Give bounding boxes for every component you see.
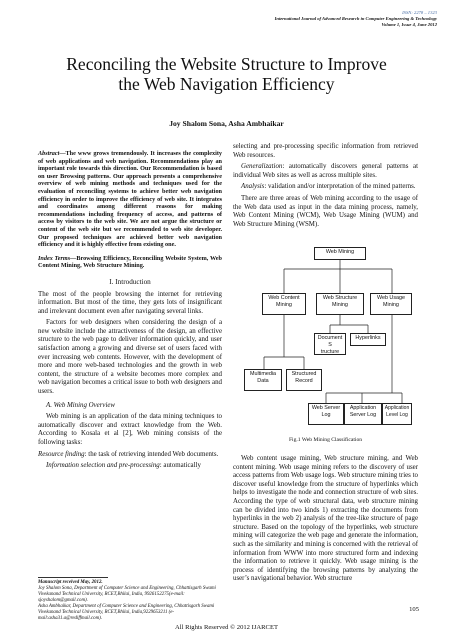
box-structured-record: Structured Record <box>286 369 322 391</box>
intro-paragraph-2: Factors for web designers when considering the design of a new website include the attractiveness of the design, an effective structure to the web page to deliver information quickly, and user satisfaction among a growing and diverse set of users faced with ever increasing web contents. However, with the development of more and more web-based technologies and the growth in web content, the structure of a website becomes more complex and web navigation becomes a critical issue to both web designers and users. <box>38 319 222 396</box>
footnote <box>38 577 222 622</box>
volume-info: Volume 1, Issue 4, June 2012 <box>381 22 437 27</box>
left-column <box>38 150 222 474</box>
intro-paragraph-1: The most of the people browsing the internet for retrieving information. But most of the time, they gets lots of insignificant and irrelevant document even after navigating several links. <box>38 290 222 315</box>
box-web-content-mining: Web Content Mining <box>262 293 306 315</box>
paper-title: Reconciling the Website Structure to Improve the Web Navigation Efficiency <box>66 54 387 94</box>
right-paragraph-1: selecting and pre-processing specific information from retrieved Web resources. <box>233 143 418 159</box>
authors: Joy Shalom Sona, Asha Ambhaikar <box>169 119 284 128</box>
subsection-heading-web-mining: A. Web Mining Overview <box>46 401 116 409</box>
footnote-author2: Asha Ambhaikar, Department of Computer Science and Engineering, Chhattisgarh Swami Vivekanand Technical University, RCET,Bhilai, India,9229653211 (e-mail:asha31.a@rediffmail.com). <box>38 604 215 621</box>
box-hyperlinks: Hyperlinks <box>350 333 386 346</box>
section-heading-introduction: I. Introduction <box>109 277 151 286</box>
web-mining-diagram <box>244 245 412 430</box>
right-column-top <box>233 143 418 232</box>
journal-header <box>275 10 437 28</box>
box-web-structure-mining: Web Structure Mining <box>316 293 364 315</box>
footnote-author1: Joy Shalom Sona, Department of Computer Science and Engineering, Chhattisgarh Swami Vivekanand Technical University, RCET,Bhilai, India, 9926152275(e-mail: sjoyshalom@gmail.com). <box>38 586 216 603</box>
box-document-structure: Document S tructure <box>314 333 346 355</box>
page-footer: All Rights Reserved © 2012 IJARCET <box>175 624 278 631</box>
issn: ISSN: 2278 – 1323 <box>402 10 437 15</box>
right-column-bottom <box>233 455 418 587</box>
abstract: Abstract—The www grows tremendously. It increases the complexity of web applications and web navigation. Recommendations play an important role towards this direction. Our Recommendation is based on user Browsing patterns. Our approach presents a comprehensive overview of web mining methods and techniques used for the evaluation of reconciling systems to achieve better web navigation efficiency in order to improve the efficiency of web site. It integrates and coordinates among different reasons for making recommendations including frequency of access, and patterns of access by visitors to the web site. We are not argue the structure or content of the web site but we recommended to web site developer. Our proposed techniques are achieved better web navigation efficiency and it is highly effective from existing one. <box>38 150 222 249</box>
index-terms: Index Terms—Browsing Efficiency, Reconciling Website System, Web Content Mining, Web Structure Mining. <box>38 254 222 270</box>
right-paragraph-3: Web content usage mining, Web structure mining, and Web content mining. Web usage mining refers to the discovery of user access patterns from Web usage logs. Web structure mining tries to discover useful knowledge from the structure of hyperlinks which helps to investigate the node and connection structure of web sites. According the type of web structural data, web structure mining can be divided into two kinds 1) extracting the documents from hyperlinks in the web 2) analysis of the tree-like structure of page structure. Based on the topology of the hyperlinks, web structure mining will categorize the web page and generate the information, such as the similarity and mining is concerned with the retrieval of information from WWW into more structured form and indexing the information to retrieve it quickly. Web usage mining is the process of identifying the browsing patterns by analyzing the user’s navigational behavior. Web structure <box>233 455 418 583</box>
box-web-mining: Web Mining <box>314 247 366 260</box>
page-number: 105 <box>409 606 419 613</box>
right-paragraph-2: There are three areas of Web mining according to the usage of the Web data used as input in the data mining process, namely, Web Content Mining (WCM), Web Usage Mining (WUM) and Web Structure Mining (WSM). <box>233 194 418 228</box>
box-multimedia-data: Multimedia Data <box>244 369 282 391</box>
figure-caption: Fig.1 Web Mining Classification <box>288 437 363 443</box>
box-web-server-log: Web Server Log <box>308 403 344 425</box>
box-application-level-log: Application Level Log <box>382 403 412 425</box>
information-selection: Information selection and pre-processing: automatically <box>46 462 201 470</box>
analysis: Analysis: validation and/or interpretation of the mined patterns. <box>241 183 416 191</box>
footnote-rule <box>38 577 108 578</box>
footnote-received: Manuscript received May, 2012. <box>38 580 103 585</box>
journal-name: International Journal of Advanced Research in Computer Engineering & Technology <box>274 16 437 21</box>
web-mining-paragraph: Web mining is an application of the data mining techniques to automatically discover and extract knowledge from the Web. According to Kosala et al [2], Web mining consists of the following tasks: <box>38 413 222 446</box>
resource-finding: Resource finding: the task of retrieving intended Web documents. <box>38 450 219 458</box>
generalization: Generalization: automatically discovers general patterns at individual Web sites as well as across multiple sites. <box>233 163 418 179</box>
box-web-usage-mining: Web Usage Mining <box>370 293 412 315</box>
box-application-server-log: Application Server Log <box>344 403 382 425</box>
